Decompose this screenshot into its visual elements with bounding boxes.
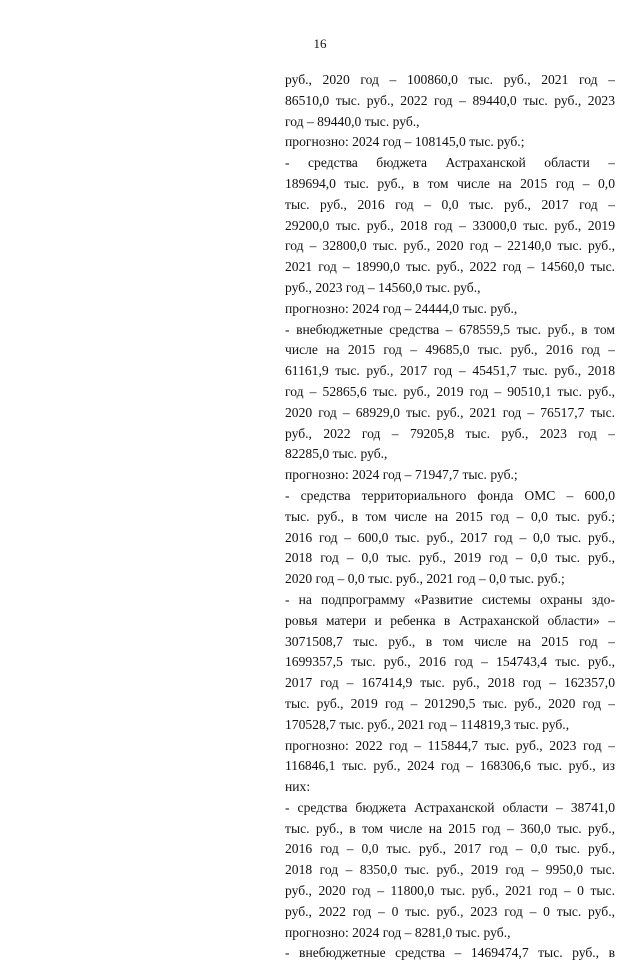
- text-line: тыс. руб., в том числе на 2015 год – 360,0 тыс. руб.,: [285, 820, 615, 836]
- text-line: 2017 год – 167414,9 тыс. руб., 2018 год – 162357,0: [285, 675, 615, 691]
- text-line: 2018 год – 8350,0 тыс. руб., 2019 год – 9950,0 тыс.: [285, 862, 615, 878]
- text-line: 2021 год – 18990,0 тыс. руб., 2022 год – 14560,0 тыс.: [285, 259, 615, 275]
- text-line: 86510,0 тыс. руб., 2022 год – 89440,0 тыс. руб., 2023: [285, 92, 615, 108]
- text-line: 170528,7 тыс. руб., 2021 год – 114819,3 тыс. руб.,: [285, 716, 570, 732]
- text-line: руб., 2023 год – 14560,0 тыс. руб.,: [285, 279, 481, 295]
- text-line: 116846,1 тыс. руб., 2024 год – 168306,6 тыс. руб., из: [285, 758, 615, 774]
- text-line: 2018 год – 0,0 тыс. руб., 2019 год – 0,0 тыс. руб.,: [285, 550, 615, 566]
- text-line: год – 52865,6 тыс. руб., 2019 год – 90510,1 тыс. руб.,: [285, 383, 615, 399]
- text-line: 189694,0 тыс. руб., в том числе на 2015 год – 0,0: [285, 175, 615, 191]
- text-line: руб., 2020 год – 100860,0 тыс. руб., 2021 год –: [285, 72, 615, 87]
- text-line: прогнозно: 2024 год – 71947,7 тыс. руб.;: [285, 467, 518, 483]
- text-line: тыс. руб., в том числе на 2015 год – 0,0 тыс. руб.;: [285, 508, 615, 524]
- text-line: руб., 2022 год – 79205,8 тыс. руб., 2023 год –: [285, 425, 615, 441]
- text-line: 29200,0 тыс. руб., 2018 год – 33000,0 тыс. руб., 2019: [285, 217, 615, 233]
- text-line: прогнозно: 2024 год – 24444,0 тыс. руб.,: [285, 300, 518, 316]
- text-line: ровья матери и ребенка в Астраханской области» –: [285, 612, 615, 628]
- text-line: прогнозно: 2024 год – 8281,0 тыс. руб.,: [285, 924, 511, 940]
- text-line: 2016 год – 0,0 тыс. руб., 2017 год – 0,0 тыс. руб.,: [285, 841, 615, 857]
- page-number: 16: [313, 36, 327, 51]
- text-line: - средства бюджета Астраханской области –: [285, 155, 615, 171]
- text-line: - средства территориального фонда ОМС – 600,0: [285, 487, 615, 503]
- text-line: 2020 год – 68929,0 тыс. руб., 2021 год – 76517,7 тыс.: [285, 404, 615, 420]
- text-line: тыс. руб., 2019 год – 201290,5 тыс. руб., 2020 год –: [285, 695, 615, 711]
- text-line: - внебюджетные средства – 1469474,7 тыс. руб., в: [285, 945, 615, 961]
- text-line: них:: [285, 779, 311, 795]
- document-body: [285, 70, 615, 964]
- text-line: 2020 год – 0,0 тыс. руб., 2021 год – 0,0 тыс. руб.;: [285, 571, 565, 587]
- text-line: 1699357,5 тыс. руб., 2016 год – 154743,4 тыс. руб.,: [285, 654, 615, 670]
- text-line: 82285,0 тыс. руб.,: [285, 446, 388, 462]
- text-line: - внебюджетные средства – 678559,5 тыс. руб., в том: [285, 321, 615, 337]
- text-line: тыс. руб., 2016 год – 0,0 тыс. руб., 2017 год –: [285, 196, 615, 212]
- text-line: числе на 2015 год – 49685,0 тыс. руб., 2016 год –: [285, 342, 615, 358]
- text-line: год – 32800,0 тыс. руб., 2020 год – 22140,0 тыс. руб.,: [285, 238, 615, 254]
- text-line: - средства бюджета Астраханской области – 38741,0: [285, 799, 615, 815]
- text-line: руб., 2022 год – 0 тыс. руб., 2023 год – 0 тыс. руб.,: [285, 903, 615, 919]
- text-line: 61161,9 тыс. руб., 2017 год – 45451,7 тыс. руб., 2018: [285, 363, 615, 379]
- text-line: - на подпрограмму «Развитие системы охраны здо-: [285, 591, 615, 607]
- text-line: прогнозно: 2024 год – 108145,0 тыс. руб.;: [285, 134, 525, 150]
- text-line: прогнозно: 2022 год – 115844,7 тыс. руб., 2023 год –: [285, 737, 615, 753]
- text-line: год – 89440,0 тыс. руб.,: [285, 113, 420, 129]
- text-line: 2016 год – 600,0 тыс. руб., 2017 год – 0,0 тыс. руб.,: [285, 529, 615, 545]
- text-line: руб., 2020 год – 11800,0 тыс. руб., 2021 год – 0 тыс.: [285, 883, 615, 899]
- text-line: 3071508,7 тыс. руб., в том числе на 2015 год –: [285, 633, 615, 649]
